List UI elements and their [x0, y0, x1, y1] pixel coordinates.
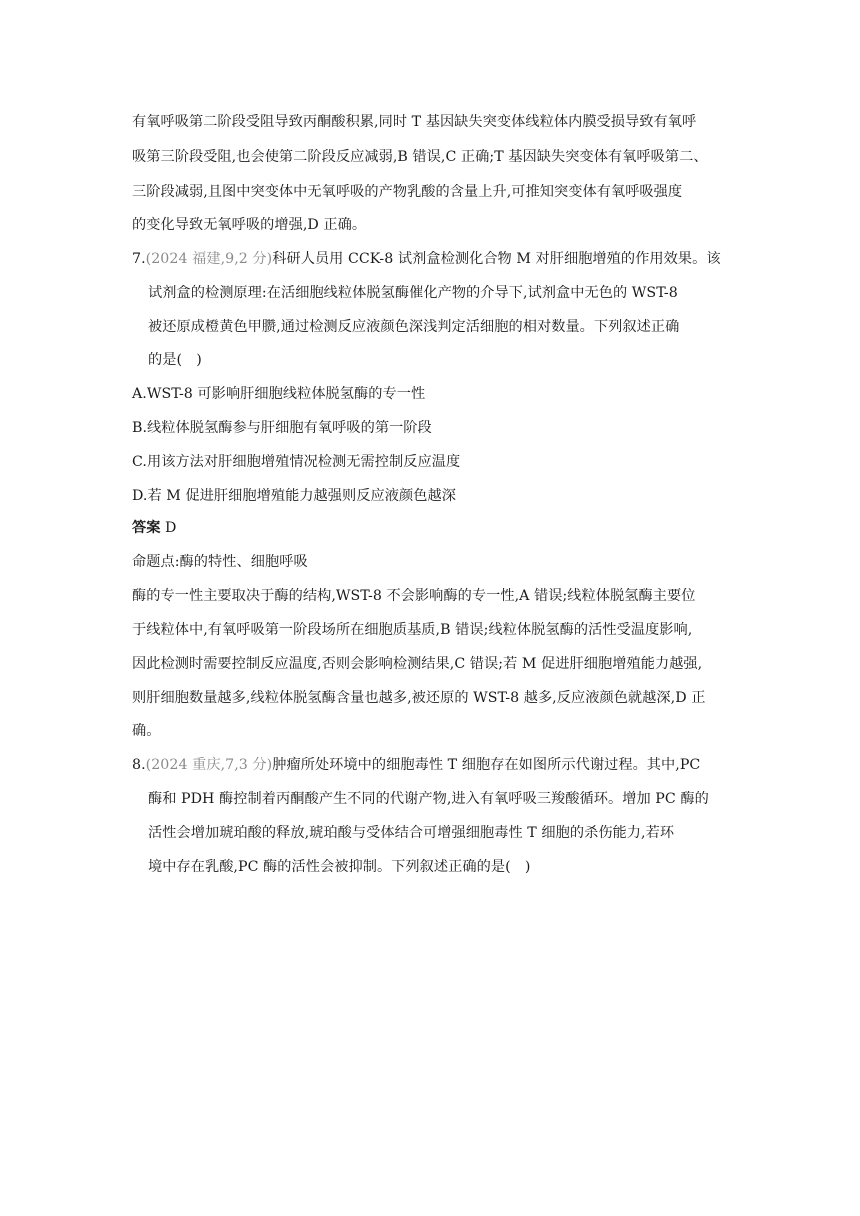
answer-value: D [165, 520, 177, 536]
question-source: (2024 重庆,7,3 分) [145, 757, 273, 773]
answer-row [132, 518, 176, 538]
explanation-line: 于线粒体中,有氧呼吸第一阶段场所在细胞质基质,B 错误;线粒体脱氢酶的活性受温度影响, [132, 622, 693, 638]
explanation-line: 三阶段减弱,且图中突变体中无氧呼吸的产物乳酸的含量上升,可推知突变体有氧呼吸强度 [132, 184, 683, 200]
question-text: 肿瘤所处环境中的细胞毒性 T 细胞存在如图所示代谢过程。其中,PC [272, 757, 701, 773]
question-7-stem [132, 249, 721, 269]
question-text-line: 活性会增加琥珀酸的释放,琥珀酸与受体结合可增强细胞毒性 T 细胞的杀伤能力,若环 [148, 825, 675, 841]
answer-label: 答案 [132, 520, 161, 536]
question-text-line: 被还原成橙黄色甲臜,通过检测反应液颜色深浅判定活细胞的相对数量。下列叙述正确 [148, 319, 680, 335]
question-text-line: 酶和 PDH 酶控制着丙酮酸产生不同的代谢产物,进入有氧呼吸三羧酸循环。增加 PC 酶的 [148, 791, 709, 807]
option-a: A.WST-8 可影响肝细胞线粒体脱氢酶的专一性 [132, 386, 426, 402]
explanation-line: 吸第三阶段受阻,也会使第二阶段反应减弱,B 错误,C 正确;T 基因缺失突变体有氧呼吸第二、 [132, 149, 708, 165]
option-b: B.线粒体脱氢酶参与肝细胞有氧呼吸的第一阶段 [132, 420, 432, 436]
question-number: 7. [132, 251, 146, 267]
explanation-line: 确。 [132, 723, 161, 739]
question-text-line: 试剂盒的检测原理:在活细胞线粒体脱氢酶催化产物的介导下,试剂盒中无色的 WST-8 [148, 285, 678, 301]
question-text-line: 的是( ) [148, 352, 202, 368]
topic-line: 命题点:酶的特性、细胞呼吸 [132, 554, 308, 570]
explanation-line: 则肝细胞数量越多,线粒体脱氢酶含量也越多,被还原的 WST-8 越多,反应液颜色就越深,D 正 [132, 690, 706, 706]
question-8-stem [132, 755, 700, 775]
question-text: 科研人员用 CCK-8 试剂盒检测化合物 M 对肝细胞增殖的作用效果。该 [272, 251, 721, 267]
question-text-line: 境中存在乳酸,PC 酶的活性会被抑制。下列叙述正确的是( ) [148, 859, 531, 875]
question-number: 8. [132, 757, 146, 773]
explanation-line: 有氧呼吸第二阶段受阻导致丙酮酸积累,同时 T 基因缺失突变体线粒体内膜受损导致有氧呼 [132, 114, 697, 130]
option-c: C.用该方法对肝细胞增殖情况检测无需控制反应温度 [132, 454, 461, 470]
option-d: D.若 M 促进肝细胞增殖能力越强则反应液颜色越深 [132, 488, 456, 504]
explanation-line: 的变化导致无氧呼吸的增强,D 正确。 [132, 217, 367, 233]
explanation-line: 因此检测时需要控制反应温度,否则会影响检测结果,C 错误;若 M 促进肝细胞增殖能力越强, [132, 656, 703, 672]
question-source: (2024 福建,9,2 分) [145, 251, 273, 267]
explanation-line: 酶的专一性主要取决于酶的结构,WST-8 不会影响酶的专一性,A 错误;线粒体脱氢酶主要位 [132, 588, 696, 604]
